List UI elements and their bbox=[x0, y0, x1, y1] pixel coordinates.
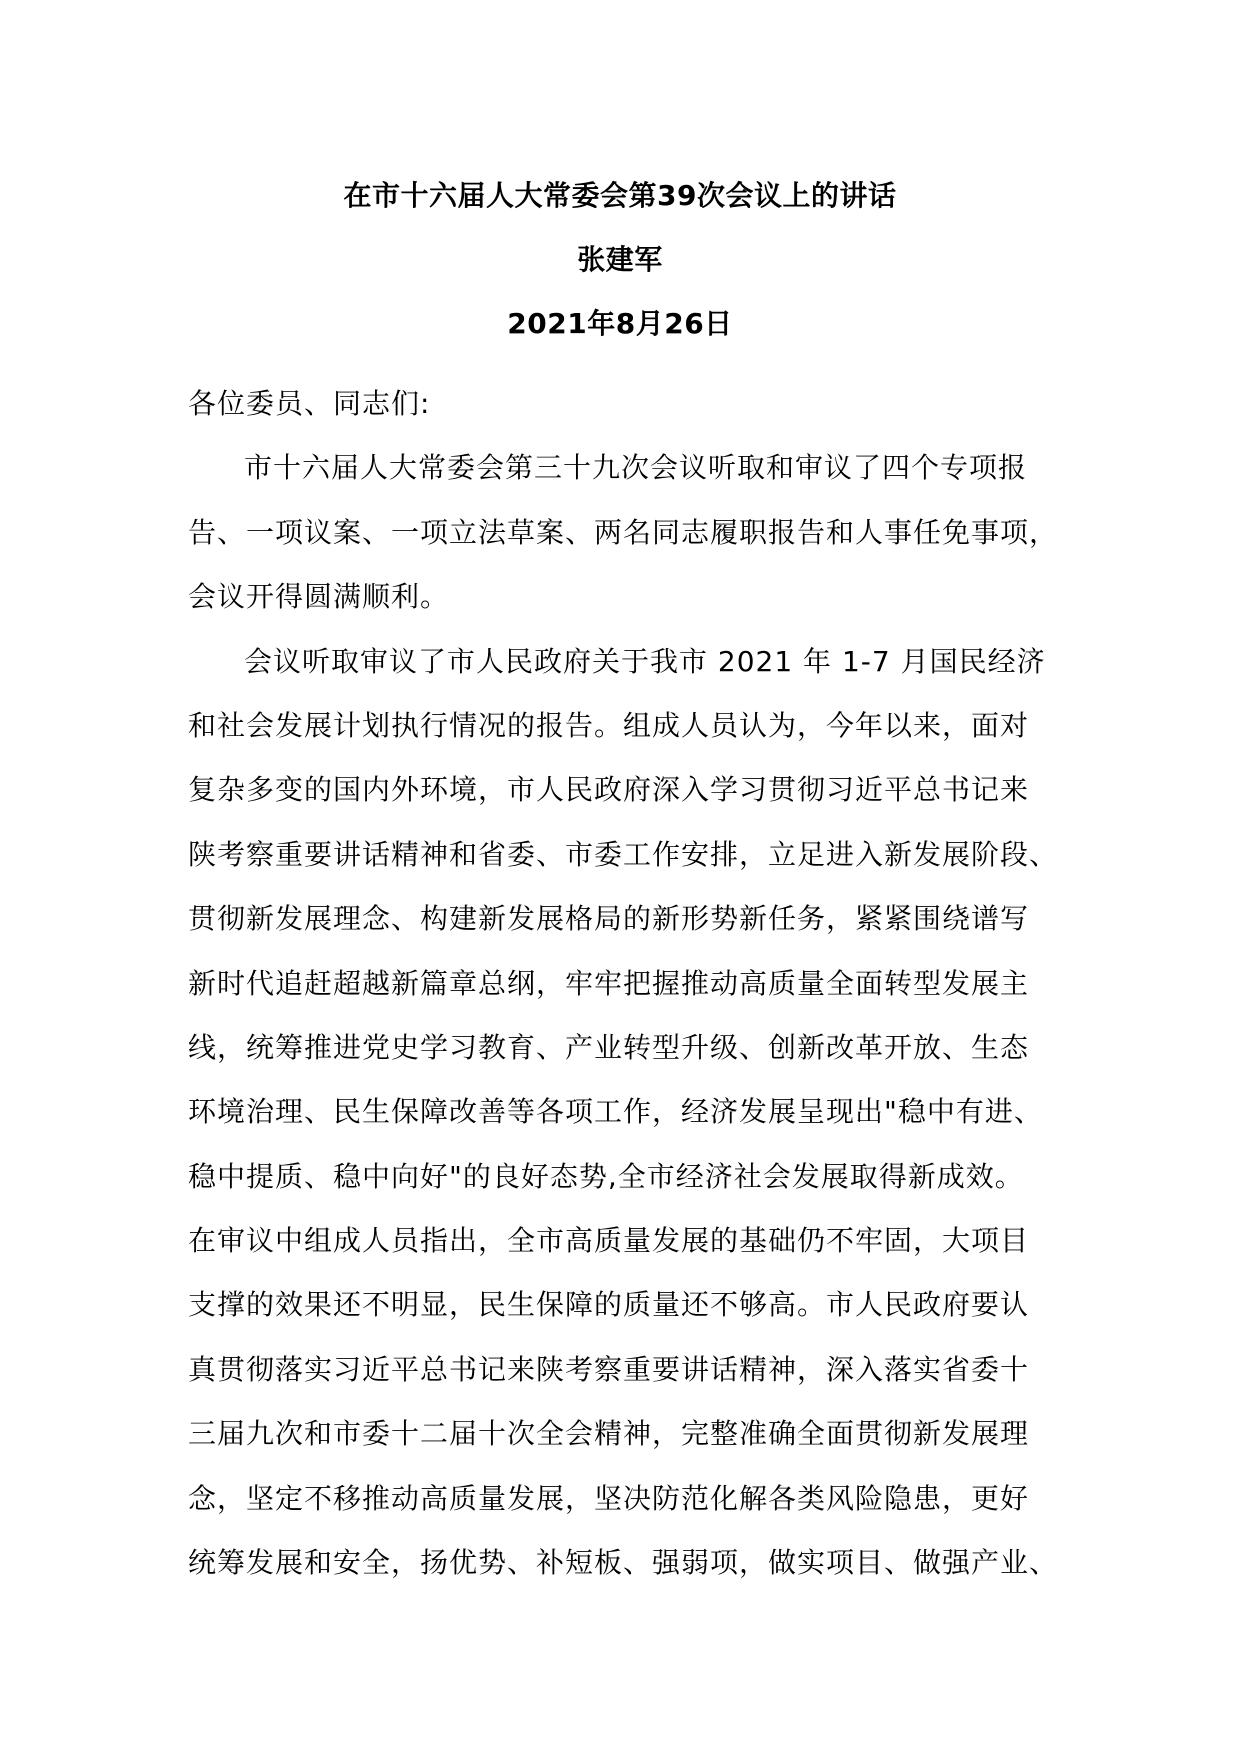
body-line: 支撑的效果还不明显，民生保障的质量还不够高。市人民政府要认 bbox=[188, 1288, 1030, 1322]
document-title: 在市十六届人大常委会第39次会议上的讲话 bbox=[343, 179, 897, 212]
body-line: 复杂多变的国内外环境，市人民政府深入学习贯彻习近平总书记来 bbox=[188, 773, 1030, 807]
salutation: 各位委员、同志们: bbox=[188, 387, 431, 420]
body-line: 贯彻新发展理念、构建新发展格局的新形势新任务，紧紧围绕谱写 bbox=[188, 902, 1030, 936]
body-line: 市十六届人大常委会第三十九次会议听取和审议了四个专项报 bbox=[244, 451, 1028, 485]
body-line: 统筹发展和安全，扬优势、补短板、强弱项，做实项目、做强产业、 bbox=[188, 1546, 1059, 1580]
body-line: 念，坚定不移推动高质量发展，坚决防范化解各类风险隐患，更好 bbox=[188, 1481, 1030, 1515]
body-line: 真贯彻落实习近平总书记来陕考察重要讲话精神，深入落实省委十 bbox=[188, 1352, 1030, 1386]
body-line: 环境治理、民生保障改善等各项工作，经济发展呈现出"稳中有进、 bbox=[188, 1095, 1043, 1129]
body-line: 会议开得圆满顺利。 bbox=[188, 580, 450, 614]
body-line: 线，统筹推进党史学习教育、产业转型升级、创新改革开放、生态 bbox=[188, 1030, 1030, 1064]
body-line: 和社会发展计划执行情况的报告。组成人员认为，今年以来，面对 bbox=[188, 708, 1030, 742]
document-author: 张建军 bbox=[577, 243, 663, 276]
body-line: 新时代追赶超越新篇章总纲，牢牢把握推动高质量全面转型发展主 bbox=[188, 966, 1030, 1000]
body-line: 陕考察重要讲话精神和省委、市委工作安排，立足进入新发展阶段、 bbox=[188, 837, 1059, 871]
body-line: 告、一项议案、一项立法草案、两名同志履职报告和人事任免事项， bbox=[188, 515, 1059, 549]
document-body bbox=[188, 372, 1088, 1595]
body-line: 三届九次和市委十二届十次全会精神，完整准确全面贯彻新发展理 bbox=[188, 1417, 1030, 1451]
body-line: 稳中提质、稳中向好"的良好态势,全市经济社会发展取得新成效。 bbox=[188, 1159, 1024, 1193]
body-line: 会议听取审议了市人民政府关于我市 2021 年 1-7 月国民经济 bbox=[244, 644, 1046, 678]
document-header bbox=[0, 178, 1240, 342]
document-date: 2021年8月26日 bbox=[507, 307, 733, 340]
body-line: 在审议中组成人员指出，全市高质量发展的基础仍不牢固，大项目 bbox=[188, 1224, 1030, 1258]
